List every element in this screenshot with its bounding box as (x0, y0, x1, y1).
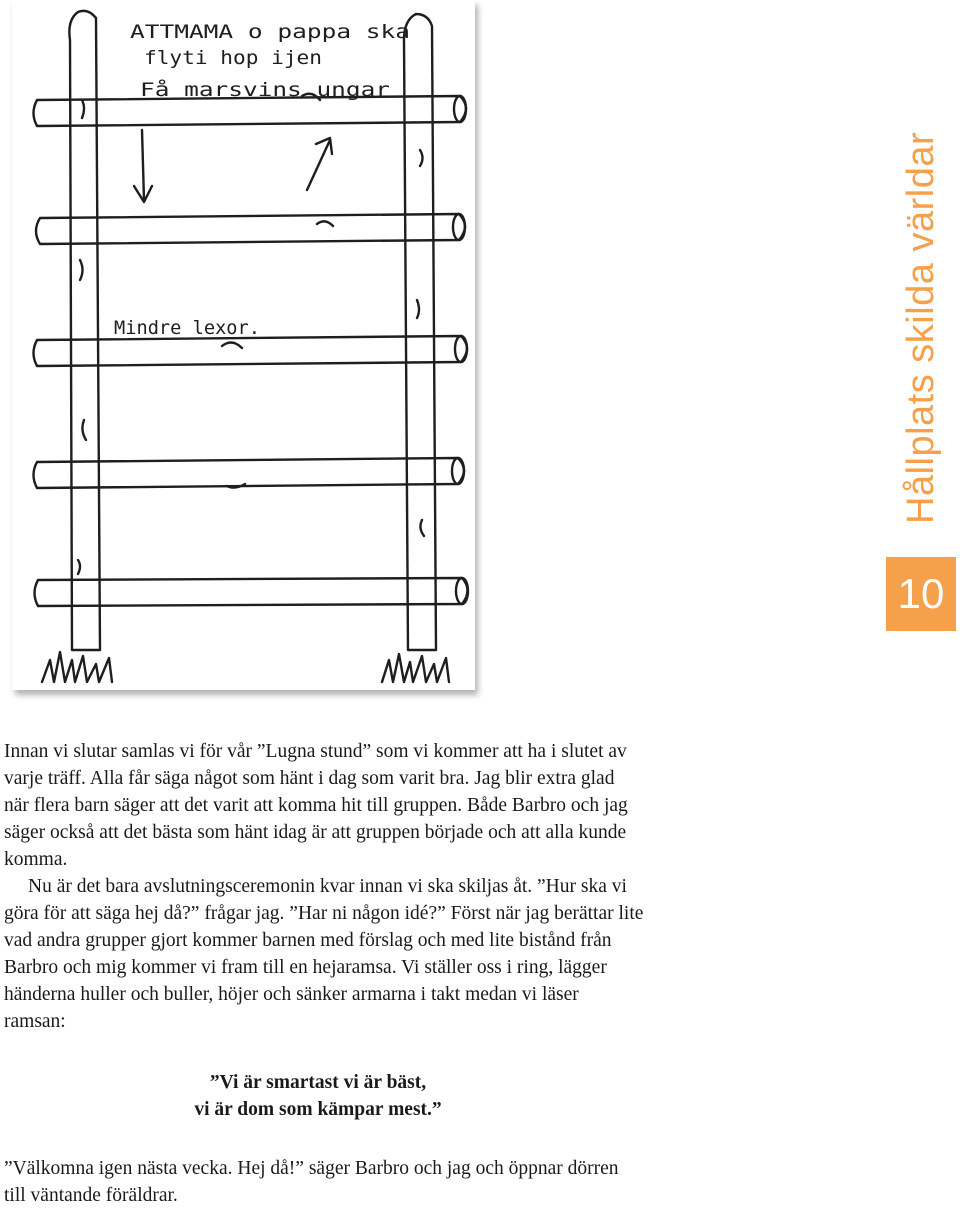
verse-line-1: ”Vi är smartast vi är bäst, (209, 1072, 427, 1093)
paragraph-3: ”Välkomna igen nästa vecka. Hej då!” säger Barbro och jag och öppnar dörren till väntande föräldrar. (4, 1158, 619, 1206)
paragraph-1: Innan vi slutar samlas vi för vår ”Lugna stund” som vi kommer att ha i slutet av varje träff. Alla får säga något som hänt i dag som varit bra. Jag blir extra glad när flera barn säger att det varit att komma hit till gruppen. Både Barbro och jag säger också att det bästa som hänt idag är att gruppen började och att alla kunde komma. (4, 741, 628, 870)
arrow-up (307, 138, 332, 190)
arrow-down (134, 130, 152, 202)
handwriting-line-1: ATTMAMA o pappa ska (130, 21, 410, 43)
handwriting-line-2: flyti hop ijen (144, 47, 322, 69)
running-title: Hållplats skilda världar (900, 131, 942, 524)
ladder-illustration (12, 0, 475, 690)
verse-line-2: vi är dom som kämpar mest.” (194, 1099, 442, 1120)
grass-left (42, 652, 112, 682)
body-text (4, 738, 644, 1209)
verse (4, 1069, 632, 1123)
right-post (404, 14, 436, 650)
handwriting-bottom: Mindre lexor. (114, 317, 260, 339)
paragraph-2: Nu är det bara avslutningsceremonin kvar innan vi ska skiljas åt. ”Hur ska vi göra för att säga hej då?” frågar jag. ”Har ni någon idé?” Först när jag berättar lite vad andra grupper gjort kommer barnen med förslag och med lite bistånd från Barbro och mig kommer vi fram till en hejaramsa. Vi ställer oss i ring, lägger händerna huller och buller, höjer och sänker armarna i takt medan vi läser ramsan: (4, 876, 644, 1032)
page-number: 10 (886, 557, 956, 631)
handwriting-line-3: Få marsvins ungar (140, 79, 335, 101)
ladder-drawing (12, 0, 475, 690)
grass-right (382, 654, 449, 682)
